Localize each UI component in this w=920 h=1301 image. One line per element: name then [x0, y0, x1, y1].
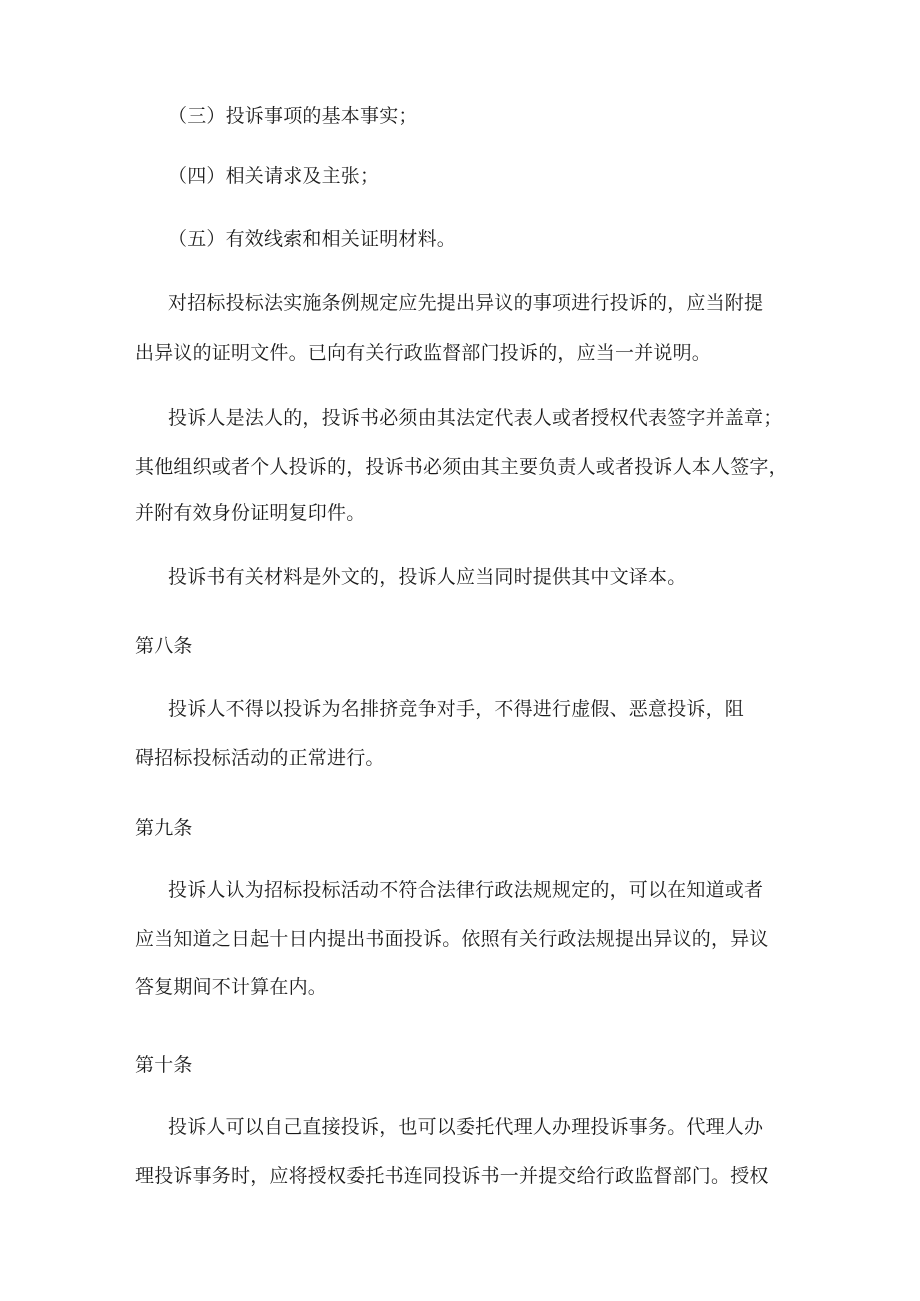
paragraph-signature-line-1: 投诉人是法人的，投诉书必须由其法定代表人或者授权代表签字并盖章；	[168, 407, 783, 429]
article-9-heading: 第九条	[135, 817, 193, 839]
article-8-line-2: 碍招标投标活动的正常进行。	[135, 747, 385, 769]
paragraph-objection-line-1: 对招标投标法实施条例规定应先提出异议的事项进行投诉的，应当附提	[168, 292, 764, 314]
list-item-5: （五）有效线索和相关证明材料。	[168, 228, 457, 250]
article-8-line-1: 投诉人不得以投诉为名排挤竞争对手，不得进行虚假、恶意投诉，阻	[168, 698, 745, 720]
article-9-line-3: 答复期间不计算在内。	[135, 976, 328, 998]
paragraph-signature-line-2: 其他组织或者个人投诉的，投诉书必须由其主要负责人或者投诉人本人签字，	[135, 456, 788, 478]
article-9-line-2: 应当知道之日起十日内提出书面投诉。依照有关行政法规提出异议的，异议	[135, 928, 769, 950]
paragraph-signature-line-3: 并附有效身份证明复印件。	[135, 502, 366, 524]
list-item-3: （三）投诉事项的基本事实；	[168, 105, 418, 127]
paragraph-translation-line-1: 投诉书有关材料是外文的，投诉人应当同时提供其中文译本。	[168, 566, 687, 588]
article-10-line-2: 理投诉事务时，应将授权委托书连同投诉书一并提交给行政监督部门。授权	[135, 1165, 769, 1187]
list-item-4: （四）相关请求及主张；	[168, 165, 380, 187]
article-9-line-1: 投诉人认为招标投标活动不符合法律行政法规规定的，可以在知道或者	[168, 879, 764, 901]
article-8-heading: 第八条	[135, 635, 193, 657]
paragraph-objection-line-2: 出异议的证明文件。已向有关行政监督部门投诉的，应当一并说明。	[135, 342, 712, 364]
article-10-line-1: 投诉人可以自己直接投诉，也可以委托代理人办理投诉事务。代理人办	[168, 1116, 764, 1138]
article-10-heading: 第十条	[135, 1054, 193, 1076]
